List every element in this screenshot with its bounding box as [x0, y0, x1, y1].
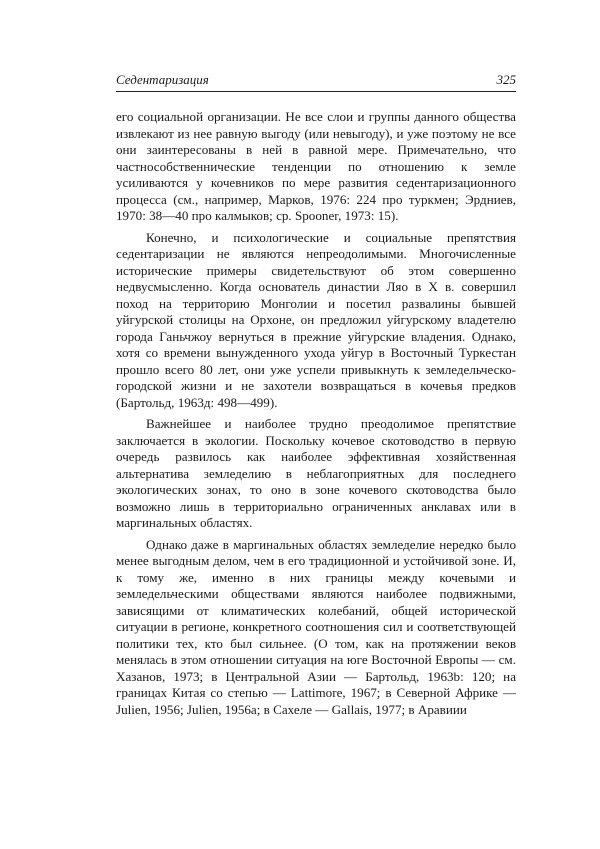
paragraph: Важнейшее и наиболее трудно преодолимое препятствие заключается в экологии. Поскольку кочевое скотоводство в первую очередь развилось как наиболее эффективная хозяйственная альтернатива земледелию в неблагоприятных для последнего экологических зонах, то оно в зоне кочевого скотоводства было возможно лишь в территориально ограниченных анклавах или в маргинальных областях.	[116, 416, 516, 530]
paragraph: Однако даже в маргинальных областях земледелие нередко было менее выгодным делом, чем в его традиционной и устойчивой зоне. И, к тому же, именно в них границы между кочевыми и земледельческими обществами являются наиболее подвижными, зависящими от климатических колебаний, общей исторической ситуации в регионе, конкретного соотношения сил и соответствующей политики тех, кто был сильнее. (О том, как на протяжении веков менялась в этом отношении ситуация на юге Восточной Европы — см. Хазанов, 1973; в Центральной Азии — Бартольд, 1963b: 120; на границах Китая со степью — Lattimore, 1967; в Северной Африке — Julien, 1956; Julien, 1956a; в Сахеле — Gallais, 1977; в Аравиии	[116, 536, 516, 717]
page-number: 325	[496, 72, 516, 87]
paragraph: Конечно, и психологические и социальные препятствия седентаризации не являются непреодолимыми. Многочисленные исторические примеры свидетельствуют об этом совершенно недвусмысленно. Когда основатель династии Ляо в X в. совершил поход на территорию Монголии и посетил развалины бывшей уйгурской столицы на Орхоне, он предложил уйгурскому владетелю города Ганьчжоу вернуться в прежние уйгурские владения. Однако, хотя со времени вынужденного ухода уйгур в Восточный Туркестан прошло всего 80 лет, они уже успели привыкнуть к земледельческо-городской жизни и не захотели возвращаться в кочевья предков (Бартольд, 1963д: 498—499).	[116, 229, 516, 410]
paragraph: его социальной организации. Не все слои и группы данного общества извлекают из нее равную выгоду (или невыгоду), и уже поэтому не все они заинтересованы в ней в равной мере. Примечательно, что частнособственнические тенденции по отношению к земле усиливаются у кочевников по мере развития седентаризационного процесса (см., например, Марков, 1976: 224 про туркмен; Эрдниев, 1970: 38—40 про калмыков; ср. Spooner, 1973: 15).	[116, 109, 516, 223]
body-text	[116, 109, 516, 718]
book-page	[116, 72, 516, 723]
section-title: Седентаризация	[116, 72, 209, 87]
running-header	[116, 72, 516, 92]
